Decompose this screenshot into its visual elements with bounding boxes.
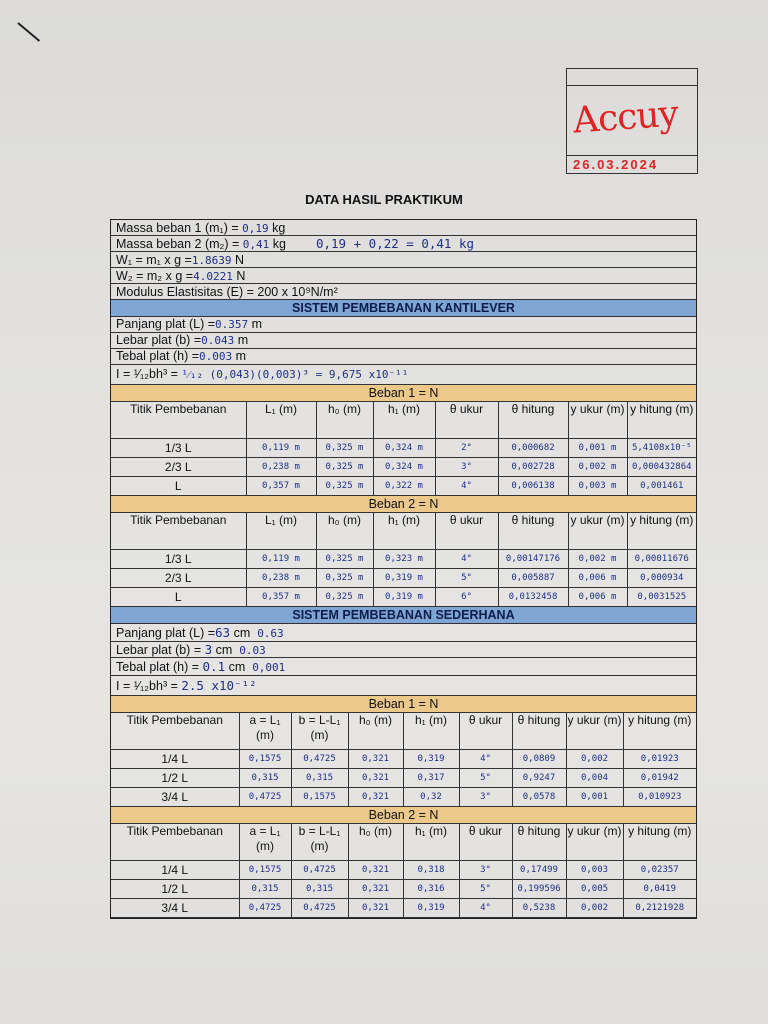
column-header: Titik Pembebanan — [111, 713, 239, 750]
column-header: y hitung (m) — [627, 402, 696, 439]
table-header-row — [111, 513, 696, 550]
loading-point-cell: 3/4 L — [111, 899, 239, 918]
label: I = ¹⁄₁₂bh³ = — [116, 679, 182, 693]
plate-thickness-row — [111, 349, 696, 365]
measurement-cell: 0,325 m — [316, 550, 373, 569]
table-body — [111, 439, 696, 496]
measurement-cell: 0,2121928 — [623, 899, 696, 918]
unit: cm — [212, 643, 233, 657]
unit: m — [234, 333, 249, 347]
approval-signature: Accuy — [571, 93, 680, 142]
column-header: y ukur (m) — [566, 713, 623, 750]
table-row — [111, 569, 696, 588]
measurement-cell: 0,325 m — [316, 569, 373, 588]
table-row — [111, 458, 696, 477]
measurement-cell: 0,324 m — [373, 439, 435, 458]
table-row — [111, 550, 696, 569]
column-header: L₁ (m) — [246, 402, 316, 439]
measurement-cell: 0,316 — [403, 880, 459, 899]
measurement-cell: 0,238 m — [246, 569, 316, 588]
measurement-cell: 0,319 — [403, 750, 459, 769]
measurement-cell: 0,002728 — [498, 458, 568, 477]
table-body — [111, 750, 696, 807]
column-header: Titik Pembebanan — [111, 402, 246, 439]
header-note: 0,19 + 0,22 = 0,41 kg — [315, 236, 475, 251]
load-2-band: Beban 2 = N — [111, 496, 696, 513]
column-header: b = L-L₁ (m) — [291, 713, 348, 750]
column-header: y hitung (m) — [623, 713, 696, 750]
label: Panjang plat (L) = — [116, 626, 216, 640]
table-row — [111, 750, 696, 769]
table-row — [111, 477, 696, 496]
header-label: Modulus Elastisitas (E) = 200 x 10⁹N/m² — [116, 285, 338, 299]
column-header: y ukur (m) — [568, 513, 627, 550]
measurement-cell: 0,003 — [566, 861, 623, 880]
loading-point-cell: 1/3 L — [111, 550, 246, 569]
table-row — [111, 880, 696, 899]
measurement-cell: 0,002 m — [568, 550, 627, 569]
table-row — [111, 788, 696, 807]
measurement-cell: 0,325 m — [316, 458, 373, 477]
converted-value: 0,001 — [252, 661, 286, 674]
measurement-cell: 0,315 — [239, 880, 291, 899]
column-header: θ hitung — [512, 713, 566, 750]
loading-point-cell: 1/2 L — [111, 880, 239, 899]
measurement-cell: 0,000934 — [627, 569, 696, 588]
loading-point-cell: 2/3 L — [111, 569, 246, 588]
column-header: h₀ (m) — [316, 402, 373, 439]
header-row — [111, 284, 696, 300]
measurement-cell: 0,119 m — [246, 439, 316, 458]
measurement-cell: 0,001461 — [627, 477, 696, 496]
measurement-cell: 0,0031525 — [627, 588, 696, 607]
approval-date: 26.03.2024 — [573, 157, 659, 172]
plate-thickness-row — [111, 658, 696, 676]
measurement-cell: 0,32 — [403, 788, 459, 807]
header-unit: kg — [268, 221, 286, 235]
column-header: y hitung (m) — [623, 824, 696, 861]
loading-point-cell: 1/4 L — [111, 750, 239, 769]
sederhana-load-1-table — [111, 713, 696, 807]
measurement-cell: 0,357 m — [246, 477, 316, 496]
header-row — [111, 252, 696, 268]
column-header: Titik Pembebanan — [111, 824, 239, 861]
measurement-cell: 0,002 — [566, 750, 623, 769]
measurement-cell: 0,0132458 — [498, 588, 568, 607]
unit: m — [248, 317, 263, 331]
header-label: W₁ = m₁ x g = — [116, 253, 192, 267]
plate-width-row — [111, 642, 696, 658]
measurement-cell: 0,321 — [348, 899, 403, 918]
label: Lebar plat (b) = — [116, 333, 202, 347]
loading-point-cell: 3/4 L — [111, 788, 239, 807]
measurement-cell: 0,323 m — [373, 550, 435, 569]
measurement-cell: 0,1575 — [239, 750, 291, 769]
measurement-cell: 5° — [435, 569, 498, 588]
label: I = ¹⁄₁₂bh³ = — [116, 367, 182, 381]
measurement-cell: 0,003 m — [568, 477, 627, 496]
loading-point-cell: 1/4 L — [111, 861, 239, 880]
measurement-cell: 0,315 — [239, 769, 291, 788]
column-header: θ hitung — [498, 402, 568, 439]
column-header: θ ukur — [435, 513, 498, 550]
column-header: θ ukur — [459, 824, 512, 861]
measurement-cell: 0,4725 — [239, 899, 291, 918]
measurement-cell: 0,17499 — [512, 861, 566, 880]
table-row — [111, 899, 696, 918]
pen-mark — [17, 22, 40, 42]
unit: cm — [225, 660, 246, 674]
measurement-cell: 0,4725 — [291, 899, 348, 918]
column-header: b = L-L₁ (m) — [291, 824, 348, 861]
header-unit: N — [232, 269, 246, 283]
table-row — [111, 439, 696, 458]
measurement-cell: 0,9247 — [512, 769, 566, 788]
header-value: 0,19 — [242, 222, 269, 235]
loading-point-cell: 1/3 L — [111, 439, 246, 458]
column-header: h₀ (m) — [348, 713, 403, 750]
measurement-cell: 0,01923 — [623, 750, 696, 769]
converted-value: 0.63 — [257, 627, 284, 640]
column-header: a = L₁ (m) — [239, 824, 291, 861]
table-header-row — [111, 402, 696, 439]
value: 0.043 — [201, 334, 235, 347]
measurement-cell: 5° — [459, 769, 512, 788]
column-header: a = L₁ (m) — [239, 713, 291, 750]
measurement-cell: 0,000432864 — [627, 458, 696, 477]
measurement-cell: 0,00011676 — [627, 550, 696, 569]
value: 0.003 — [199, 350, 233, 363]
data-sheet — [110, 219, 697, 919]
label: Panjang plat (L) = — [116, 317, 216, 331]
stamp-divider — [567, 155, 697, 156]
column-header: θ ukur — [435, 402, 498, 439]
measurement-cell: 0,325 m — [316, 588, 373, 607]
measurement-cell: 0,321 — [348, 750, 403, 769]
label: Tebal plat (h) = — [116, 349, 200, 363]
table-body — [111, 861, 696, 918]
header-value: 4.0221 — [193, 270, 233, 283]
header-row — [111, 236, 696, 252]
measurement-cell: 0,002 m — [568, 458, 627, 477]
measurement-cell: 0,006 m — [568, 588, 627, 607]
column-header: h₁ (m) — [403, 713, 459, 750]
measurement-cell: 4° — [459, 750, 512, 769]
loading-point-cell: 1/2 L — [111, 769, 239, 788]
inertia-row — [111, 676, 696, 696]
measurement-cell: 2° — [435, 439, 498, 458]
measurement-cell: 0,119 m — [246, 550, 316, 569]
plate-length-row — [111, 624, 696, 642]
measurement-cell: 0,002 — [566, 899, 623, 918]
inertia-row — [111, 365, 696, 385]
measurement-cell: 0,001 — [566, 788, 623, 807]
measurement-cell: 0,321 — [348, 861, 403, 880]
measurement-cell: 0,319 m — [373, 588, 435, 607]
table-row — [111, 769, 696, 788]
document-title: DATA HASIL PRAKTIKUM — [305, 192, 463, 207]
measurement-cell: 0,1575 — [291, 788, 348, 807]
measurement-cell: 0,1575 — [239, 861, 291, 880]
column-header: L₁ (m) — [246, 513, 316, 550]
header-value: 1.8639 — [191, 254, 232, 267]
stamp-top-row — [567, 69, 697, 86]
header-label: W₂ = m₂ x g = — [116, 269, 194, 283]
column-header: h₀ (m) — [316, 513, 373, 550]
measurement-cell: 0,006138 — [498, 477, 568, 496]
measurement-cell: 0,324 m — [373, 458, 435, 477]
measurement-cell: 0,315 — [291, 880, 348, 899]
measurement-cell: 0,5238 — [512, 899, 566, 918]
measurement-cell: 3° — [435, 458, 498, 477]
header-value: 0,41 — [242, 238, 270, 251]
measurement-cell: 0,321 — [348, 769, 403, 788]
measurement-cell: 0,01942 — [623, 769, 696, 788]
measurement-cell: 0,006 m — [568, 569, 627, 588]
kantilever-load-1-table — [111, 402, 696, 496]
measurement-cell: 3° — [459, 861, 512, 880]
measurement-cell: 0,321 — [348, 788, 403, 807]
column-header: Titik Pembebanan — [111, 513, 246, 550]
column-header: y ukur (m) — [566, 824, 623, 861]
measurement-cell: 0,318 — [403, 861, 459, 880]
column-header: y hitung (m) — [627, 513, 696, 550]
measurement-cell: 0,315 — [291, 769, 348, 788]
column-header: h₁ (m) — [403, 824, 459, 861]
loading-point-cell: L — [111, 588, 246, 607]
column-header: θ ukur — [459, 713, 512, 750]
header-rows — [111, 220, 696, 300]
value: 0.357 — [215, 318, 249, 331]
header-row — [111, 220, 696, 236]
table-header-row — [111, 713, 696, 750]
column-header: θ hitung — [498, 513, 568, 550]
label: Tebal plat (h) = — [116, 660, 203, 674]
measurement-cell: 0,001 m — [568, 439, 627, 458]
table-body — [111, 550, 696, 607]
column-header: y ukur (m) — [568, 402, 627, 439]
value: 3 — [204, 642, 213, 657]
column-header: h₁ (m) — [373, 513, 435, 550]
header-label: Massa beban 1 (m₁) = — [116, 221, 243, 235]
header-label: Massa beban 2 (m₂) = — [116, 237, 243, 251]
measurement-cell: 0,005887 — [498, 569, 568, 588]
measurement-cell: 0,325 m — [316, 439, 373, 458]
header-unit: kg — [269, 237, 286, 251]
measurement-cell: 0,000682 — [498, 439, 568, 458]
measurement-cell: 5° — [459, 880, 512, 899]
value: 63 — [215, 625, 231, 640]
sederhana-load-2-table — [111, 824, 696, 918]
load-1-band: Beban 1 = N — [111, 385, 696, 402]
measurement-cell: 6° — [435, 588, 498, 607]
approval-stamp — [566, 68, 698, 174]
measurement-cell: 0,322 m — [373, 477, 435, 496]
measurement-cell: 0,321 — [348, 880, 403, 899]
measurement-cell: 0,005 — [566, 880, 623, 899]
measurement-cell: 0,00147176 — [498, 550, 568, 569]
plate-width-row — [111, 333, 696, 349]
measurement-cell: 4° — [435, 550, 498, 569]
measurement-cell: 0,4725 — [239, 788, 291, 807]
measurement-cell: 4° — [459, 899, 512, 918]
value: 0.1 — [202, 659, 226, 674]
section-band-kantilever: SISTEM PEMBEBANAN KANTILEVER — [111, 300, 696, 317]
kantilever-load-2-table — [111, 513, 696, 607]
plate-length-row — [111, 317, 696, 333]
label: Lebar plat (b) = — [116, 643, 205, 657]
measurement-cell: 0,199596 — [512, 880, 566, 899]
load-2-band: Beban 2 = N — [111, 807, 696, 824]
table-row — [111, 861, 696, 880]
header-row — [111, 268, 696, 284]
column-header: θ hitung — [512, 824, 566, 861]
measurement-cell: 0,325 m — [316, 477, 373, 496]
column-header: h₁ (m) — [373, 402, 435, 439]
table-row — [111, 588, 696, 607]
table-header-row — [111, 824, 696, 861]
unit: m — [232, 349, 247, 363]
measurement-cell: 0,319 m — [373, 569, 435, 588]
measurement-cell: 0,317 — [403, 769, 459, 788]
measurement-cell: 0,02357 — [623, 861, 696, 880]
measurement-cell: 0,0809 — [512, 750, 566, 769]
load-1-band: Beban 1 = N — [111, 696, 696, 713]
measurement-cell: 0,319 — [403, 899, 459, 918]
measurement-cell: 0,004 — [566, 769, 623, 788]
converted-value: 0.03 — [239, 644, 266, 657]
measurement-cell: 0,4725 — [291, 861, 348, 880]
column-header: h₀ (m) — [348, 824, 403, 861]
loading-point-cell: L — [111, 477, 246, 496]
unit: cm — [230, 626, 251, 640]
measurement-cell: 3° — [459, 788, 512, 807]
measurement-cell: 0,0419 — [623, 880, 696, 899]
measurement-cell: 5,4108x10⁻⁵ — [627, 439, 696, 458]
measurement-cell: 0,238 m — [246, 458, 316, 477]
measurement-cell: 0,010923 — [623, 788, 696, 807]
measurement-cell: 0,4725 — [291, 750, 348, 769]
header-unit: N — [231, 253, 245, 267]
measurement-cell: 0,357 m — [246, 588, 316, 607]
loading-point-cell: 2/3 L — [111, 458, 246, 477]
section-band-sederhana: SISTEM PEMBEBANAN SEDERHANA — [111, 607, 696, 624]
measurement-cell: 4° — [435, 477, 498, 496]
value: 2.5 x10⁻¹² — [181, 678, 257, 693]
measurement-cell: 0,0578 — [512, 788, 566, 807]
value: ¹⁄₁₂ (0,043)(0,003)³ = 9,675 x10⁻¹¹ — [181, 368, 409, 381]
